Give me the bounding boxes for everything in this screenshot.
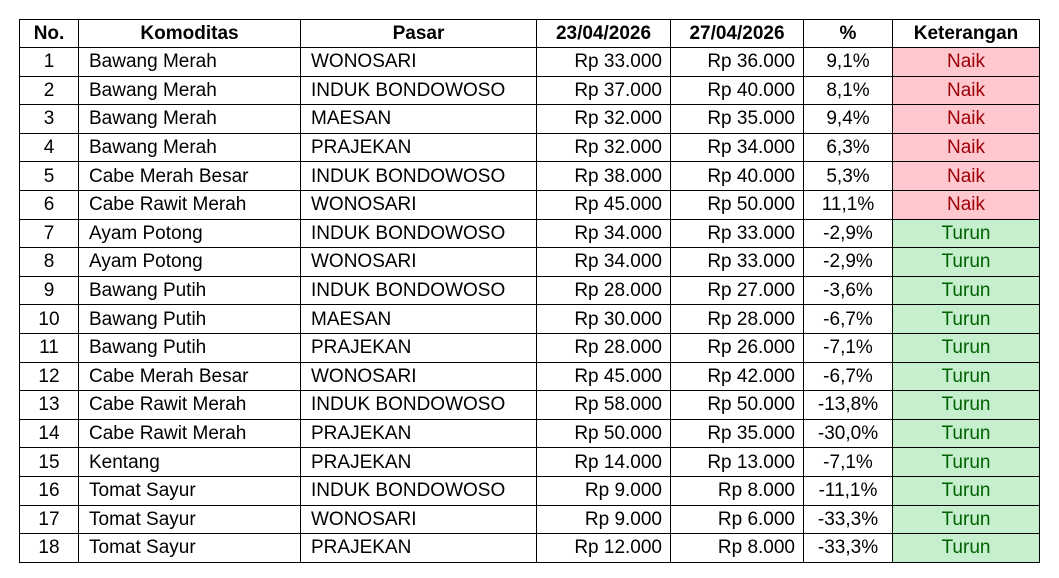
table-row (20, 190, 1040, 219)
cell-komoditas: Kentang (79, 448, 301, 477)
table-row (20, 248, 1040, 277)
cell-komoditas: Bawang Merah (79, 48, 301, 77)
cell-price-date1: Rp 28.000 (537, 276, 671, 305)
cell-keterangan: Turun (893, 219, 1040, 248)
cell-price-date1: Rp 34.000 (537, 219, 671, 248)
cell-pasar: PRAJEKAN (301, 419, 537, 448)
cell-pasar: WONOSARI (301, 48, 537, 77)
cell-komoditas: Bawang Putih (79, 305, 301, 334)
cell-price-date1: Rp 37.000 (537, 76, 671, 105)
cell-price-date2: Rp 33.000 (671, 248, 804, 277)
cell-price-date1: Rp 14.000 (537, 448, 671, 477)
cell-komoditas: Ayam Potong (79, 219, 301, 248)
cell-price-date1: Rp 30.000 (537, 305, 671, 334)
cell-no: 8 (20, 248, 79, 277)
cell-price-date1: Rp 32.000 (537, 105, 671, 134)
cell-keterangan: Turun (893, 505, 1040, 534)
table-row (20, 476, 1040, 505)
cell-komoditas: Tomat Sayur (79, 476, 301, 505)
cell-price-date2: Rp 26.000 (671, 333, 804, 362)
cell-percent: 5,3% (804, 162, 893, 191)
header-date2: 27/04/2026 (671, 20, 804, 48)
header-keterangan: Keterangan (893, 20, 1040, 48)
cell-price-date1: Rp 34.000 (537, 248, 671, 277)
cell-pasar: INDUK BONDOWOSO (301, 476, 537, 505)
cell-komoditas: Bawang Merah (79, 105, 301, 134)
cell-percent: -2,9% (804, 248, 893, 277)
cell-pasar: INDUK BONDOWOSO (301, 76, 537, 105)
cell-no: 4 (20, 133, 79, 162)
cell-price-date2: Rp 42.000 (671, 362, 804, 391)
cell-percent: -7,1% (804, 333, 893, 362)
cell-no: 6 (20, 190, 79, 219)
cell-komoditas: Ayam Potong (79, 248, 301, 277)
cell-no: 15 (20, 448, 79, 477)
cell-keterangan: Turun (893, 333, 1040, 362)
cell-komoditas: Tomat Sayur (79, 534, 301, 563)
cell-price-date2: Rp 34.000 (671, 133, 804, 162)
cell-percent: 6,3% (804, 133, 893, 162)
cell-no: 16 (20, 476, 79, 505)
cell-no: 10 (20, 305, 79, 334)
cell-price-date2: Rp 35.000 (671, 105, 804, 134)
cell-percent: 11,1% (804, 190, 893, 219)
cell-pasar: WONOSARI (301, 190, 537, 219)
cell-percent: 9,4% (804, 105, 893, 134)
cell-no: 12 (20, 362, 79, 391)
cell-percent: -33,3% (804, 505, 893, 534)
header-komoditas: Komoditas (79, 20, 301, 48)
cell-percent: -6,7% (804, 362, 893, 391)
cell-komoditas: Cabe Rawit Merah (79, 190, 301, 219)
cell-pasar: INDUK BONDOWOSO (301, 391, 537, 420)
table-row (20, 76, 1040, 105)
cell-price-date2: Rp 8.000 (671, 476, 804, 505)
table-row (20, 105, 1040, 134)
header-no: No. (20, 20, 79, 48)
cell-keterangan: Turun (893, 248, 1040, 277)
cell-percent: 8,1% (804, 76, 893, 105)
price-table-container (19, 19, 1040, 563)
cell-price-date2: Rp 40.000 (671, 76, 804, 105)
cell-price-date1: Rp 28.000 (537, 333, 671, 362)
cell-percent: -33,3% (804, 534, 893, 563)
cell-price-date2: Rp 6.000 (671, 505, 804, 534)
cell-no: 17 (20, 505, 79, 534)
cell-pasar: PRAJEKAN (301, 448, 537, 477)
cell-price-date2: Rp 8.000 (671, 534, 804, 563)
cell-price-date1: Rp 50.000 (537, 419, 671, 448)
cell-keterangan: Naik (893, 48, 1040, 77)
cell-price-date2: Rp 50.000 (671, 190, 804, 219)
cell-pasar: MAESAN (301, 105, 537, 134)
cell-price-date2: Rp 28.000 (671, 305, 804, 334)
cell-price-date2: Rp 40.000 (671, 162, 804, 191)
table-row (20, 133, 1040, 162)
cell-komoditas: Bawang Putih (79, 333, 301, 362)
cell-price-date2: Rp 13.000 (671, 448, 804, 477)
cell-komoditas: Bawang Merah (79, 133, 301, 162)
header-date1: 23/04/2026 (537, 20, 671, 48)
cell-percent: -3,6% (804, 276, 893, 305)
cell-pasar: MAESAN (301, 305, 537, 334)
cell-keterangan: Turun (893, 391, 1040, 420)
cell-price-date2: Rp 35.000 (671, 419, 804, 448)
cell-price-date2: Rp 33.000 (671, 219, 804, 248)
table-row (20, 333, 1040, 362)
table-row (20, 48, 1040, 77)
header-percent: % (804, 20, 893, 48)
cell-no: 14 (20, 419, 79, 448)
cell-komoditas: Cabe Rawit Merah (79, 391, 301, 420)
cell-no: 9 (20, 276, 79, 305)
cell-keterangan: Turun (893, 448, 1040, 477)
cell-komoditas: Cabe Merah Besar (79, 162, 301, 191)
cell-pasar: INDUK BONDOWOSO (301, 276, 537, 305)
cell-keterangan: Naik (893, 190, 1040, 219)
cell-price-date1: Rp 33.000 (537, 48, 671, 77)
cell-no: 11 (20, 333, 79, 362)
cell-komoditas: Cabe Rawit Merah (79, 419, 301, 448)
header-row (20, 20, 1040, 48)
cell-pasar: WONOSARI (301, 248, 537, 277)
cell-price-date1: Rp 9.000 (537, 505, 671, 534)
cell-price-date1: Rp 32.000 (537, 133, 671, 162)
cell-keterangan: Turun (893, 476, 1040, 505)
cell-komoditas: Cabe Merah Besar (79, 362, 301, 391)
cell-price-date2: Rp 50.000 (671, 391, 804, 420)
cell-pasar: INDUK BONDOWOSO (301, 219, 537, 248)
cell-price-date2: Rp 27.000 (671, 276, 804, 305)
cell-keterangan: Turun (893, 305, 1040, 334)
table-row (20, 219, 1040, 248)
cell-keterangan: Turun (893, 362, 1040, 391)
cell-no: 5 (20, 162, 79, 191)
cell-price-date1: Rp 9.000 (537, 476, 671, 505)
cell-keterangan: Naik (893, 76, 1040, 105)
cell-keterangan: Naik (893, 133, 1040, 162)
cell-pasar: PRAJEKAN (301, 133, 537, 162)
cell-price-date1: Rp 58.000 (537, 391, 671, 420)
table-body (20, 48, 1040, 563)
table-row (20, 276, 1040, 305)
cell-percent: -6,7% (804, 305, 893, 334)
header-pasar: Pasar (301, 20, 537, 48)
cell-percent: -2,9% (804, 219, 893, 248)
cell-pasar: WONOSARI (301, 362, 537, 391)
table-row (20, 391, 1040, 420)
cell-komoditas: Tomat Sayur (79, 505, 301, 534)
cell-price-date1: Rp 45.000 (537, 362, 671, 391)
cell-percent: -11,1% (804, 476, 893, 505)
cell-percent: -30,0% (804, 419, 893, 448)
cell-price-date1: Rp 45.000 (537, 190, 671, 219)
table-row (20, 305, 1040, 334)
table-row (20, 534, 1040, 563)
cell-price-date1: Rp 38.000 (537, 162, 671, 191)
cell-no: 18 (20, 534, 79, 563)
cell-price-date2: Rp 36.000 (671, 48, 804, 77)
table-row (20, 448, 1040, 477)
cell-no: 1 (20, 48, 79, 77)
cell-no: 13 (20, 391, 79, 420)
cell-percent: -13,8% (804, 391, 893, 420)
table-row (20, 419, 1040, 448)
cell-no: 7 (20, 219, 79, 248)
cell-keterangan: Naik (893, 162, 1040, 191)
cell-price-date1: Rp 12.000 (537, 534, 671, 563)
cell-keterangan: Naik (893, 105, 1040, 134)
cell-keterangan: Turun (893, 419, 1040, 448)
cell-keterangan: Turun (893, 276, 1040, 305)
cell-no: 2 (20, 76, 79, 105)
cell-no: 3 (20, 105, 79, 134)
table-row (20, 505, 1040, 534)
cell-pasar: INDUK BONDOWOSO (301, 162, 537, 191)
table-row (20, 162, 1040, 191)
cell-pasar: WONOSARI (301, 505, 537, 534)
table-row (20, 362, 1040, 391)
cell-komoditas: Bawang Putih (79, 276, 301, 305)
cell-komoditas: Bawang Merah (79, 76, 301, 105)
price-table (19, 19, 1040, 563)
cell-percent: -7,1% (804, 448, 893, 477)
cell-percent: 9,1% (804, 48, 893, 77)
cell-pasar: PRAJEKAN (301, 534, 537, 563)
cell-keterangan: Turun (893, 534, 1040, 563)
cell-pasar: PRAJEKAN (301, 333, 537, 362)
